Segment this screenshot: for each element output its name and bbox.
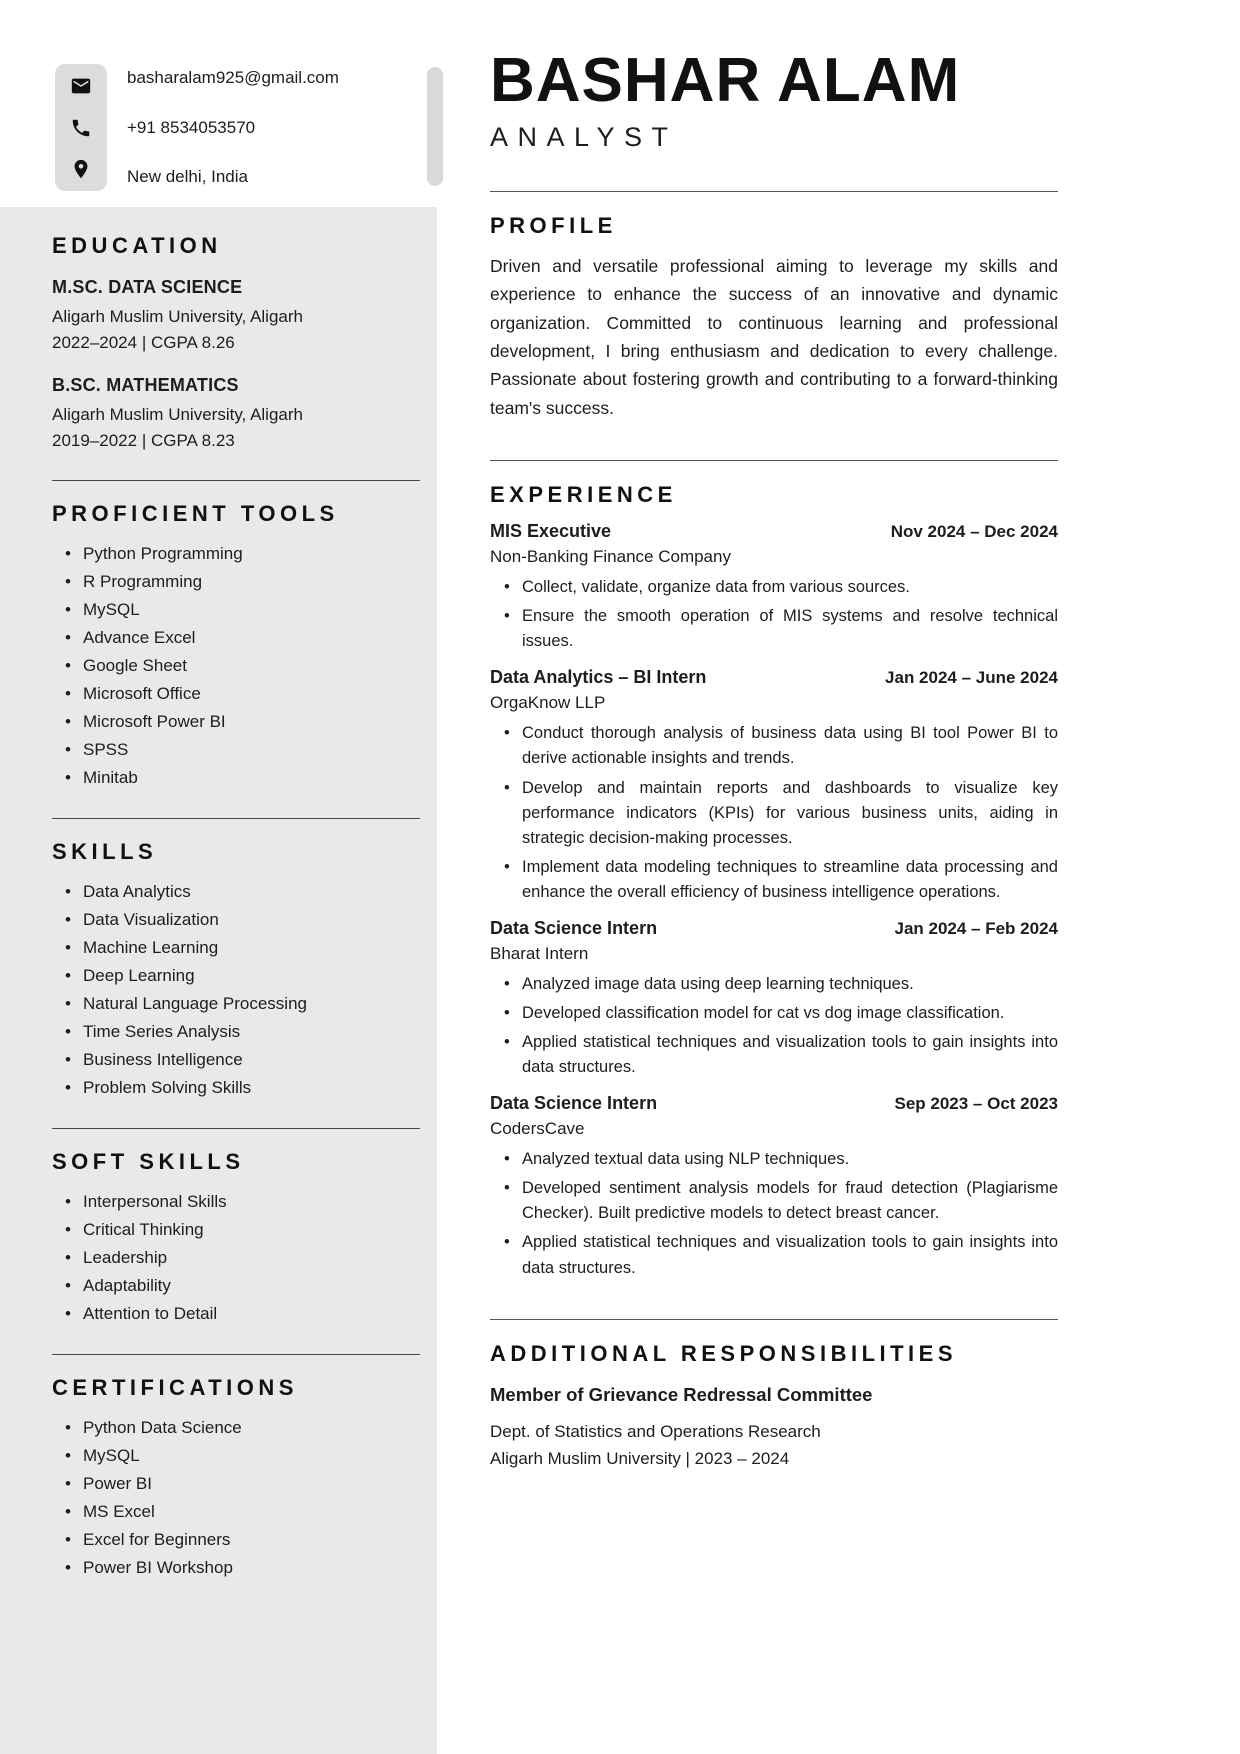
section-soft-skills bbox=[52, 1149, 420, 1328]
degree-school: Aligarh Muslim University, Aligarh bbox=[52, 307, 303, 326]
job-header bbox=[490, 918, 1058, 939]
section-certifications bbox=[52, 1375, 420, 1582]
experience-entry bbox=[490, 1093, 1058, 1280]
contact-email: basharalam925@gmail.com bbox=[127, 68, 339, 87]
section-divider bbox=[490, 191, 1058, 192]
job-dates: Jan 2024 – Feb 2024 bbox=[894, 918, 1058, 938]
job-bullet: • Analyzed textual data using NLP techniques. bbox=[490, 1147, 1058, 1172]
job-bullets bbox=[490, 721, 1058, 905]
section-divider bbox=[52, 480, 420, 481]
certification-item: • Power BI bbox=[52, 1470, 420, 1498]
experience-entry bbox=[490, 667, 1058, 905]
tool-item: • R Programming bbox=[52, 568, 420, 596]
committee-university: Aligarh Muslim University | 2023 – 2024 bbox=[490, 1448, 790, 1468]
degree-school: Aligarh Muslim University, Aligarh bbox=[52, 404, 303, 424]
header-divider-bar bbox=[427, 67, 443, 186]
soft-skills-list bbox=[52, 1188, 420, 1328]
certifications-list bbox=[52, 1414, 420, 1582]
job-dates: Jan 2024 – June 2024 bbox=[885, 668, 1058, 688]
job-bullet: • Conduct thorough analysis of business data using BI tool Power BI to derive actionable insights and trends. bbox=[490, 721, 1058, 771]
profile-text: Driven and versatile professional aiming to leverage my skills and experience to enhance the success of an innovative and dynamic organization. Committed to continuous learning and professional development, I bring enthusiasm and dedication to every challenge. Passionate about fostering growth and contributing to a forward-thinking team's success. bbox=[490, 256, 1058, 418]
job-bullet: • Implement data modeling techniques to streamline data processing and enhance the overall efficiency of business intelligence operations. bbox=[490, 855, 1058, 905]
committee-title: Member of Grievance Redressal Committee bbox=[490, 1383, 873, 1405]
job-bullet: • Developed sentiment analysis models for fraud detection (Plagiarisme Checker). Built predictive models to detect breast cancer. bbox=[490, 1176, 1058, 1226]
tool-item: • Minitab bbox=[52, 764, 420, 792]
skill-item: • Problem Solving Skills bbox=[52, 1074, 420, 1102]
job-company: OrgaKnow LLP bbox=[490, 693, 606, 713]
proficient-tools-list bbox=[52, 540, 420, 792]
contact-location: New delhi, India bbox=[127, 167, 248, 186]
section-divider bbox=[52, 1354, 420, 1355]
skill-item: • Natural Language Processing bbox=[52, 990, 420, 1018]
certifications-heading: CERTIFICATIONS bbox=[52, 1375, 298, 1401]
degree-title: M.SC. DATA SCIENCE bbox=[52, 277, 243, 297]
section-divider bbox=[52, 818, 420, 819]
skill-item: • Deep Learning bbox=[52, 962, 420, 990]
section-proficient-tools bbox=[52, 501, 420, 792]
job-bullet: • Applied statistical techniques and visualization tools to gain insights into data structures. bbox=[490, 1030, 1058, 1080]
soft-skill-item: • Critical Thinking bbox=[52, 1216, 420, 1244]
job-role: Data Science Intern bbox=[490, 1093, 658, 1114]
skill-item: • Machine Learning bbox=[52, 934, 420, 962]
job-bullets bbox=[490, 575, 1058, 654]
experience-entry bbox=[490, 521, 1058, 654]
additional-responsibilities-heading: ADDITIONAL RESPONSIBILITIES bbox=[490, 1340, 958, 1366]
location-icon bbox=[70, 158, 92, 180]
section-divider bbox=[490, 460, 1058, 461]
job-dates: Nov 2024 – Dec 2024 bbox=[890, 522, 1058, 542]
certification-item: • MS Excel bbox=[52, 1498, 420, 1526]
education-entry bbox=[52, 375, 420, 455]
job-company: CodersCave bbox=[490, 1119, 585, 1139]
soft-skills-heading: SOFT SKILLS bbox=[52, 1149, 245, 1175]
certification-item: • MySQL bbox=[52, 1442, 420, 1470]
education-heading: EDUCATION bbox=[52, 233, 222, 258]
tool-item: • Advance Excel bbox=[52, 624, 420, 652]
section-education bbox=[52, 233, 420, 454]
certification-item: • Power BI Workshop bbox=[52, 1554, 420, 1582]
degree-detail: 2022–2024 | CGPA 8.26 bbox=[52, 333, 235, 353]
degree-title: B.SC. MATHEMATICS bbox=[52, 374, 239, 395]
contact-text bbox=[127, 64, 339, 191]
certification-item: • Python Data Science bbox=[52, 1414, 420, 1442]
right-column bbox=[437, 0, 1240, 1754]
section-additional-responsibilities bbox=[490, 1341, 1058, 1472]
experience-entry bbox=[490, 918, 1058, 1080]
job-company: Bharat Intern bbox=[490, 943, 589, 963]
committee-dept: Dept. of Statistics and Operations Research bbox=[490, 1421, 821, 1441]
person-name: BASHAR ALAM bbox=[490, 46, 961, 115]
job-role: MIS Executive bbox=[490, 521, 612, 542]
job-header bbox=[490, 667, 1058, 688]
tool-item: • MySQL bbox=[52, 596, 420, 624]
job-header bbox=[490, 1093, 1058, 1114]
soft-skill-item: • Leadership bbox=[52, 1244, 420, 1272]
profile-heading: PROFILE bbox=[490, 213, 617, 239]
section-profile bbox=[490, 213, 1058, 422]
degree-detail: 2019–2022 | CGPA 8.23 bbox=[52, 431, 235, 451]
tool-item: • Google Sheet bbox=[52, 652, 420, 680]
skill-item: • Business Intelligence bbox=[52, 1046, 420, 1074]
job-role: Data Science Intern bbox=[490, 917, 658, 938]
job-bullet: • Developed classification model for cat vs dog image classification. bbox=[490, 1001, 1058, 1026]
job-header bbox=[490, 521, 1058, 542]
job-company: Non-Banking Finance Company bbox=[490, 547, 731, 567]
education-entry bbox=[52, 277, 420, 357]
section-experience bbox=[490, 482, 1058, 1280]
job-bullet: • Develop and maintain reports and dashboards to visualize key performance indicators (KPIs) for various business units, aiding in strategic decision-making processes. bbox=[490, 776, 1058, 851]
job-bullet: • Collect, validate, organize data from various sources. bbox=[490, 575, 1058, 600]
tool-item: • Microsoft Power BI bbox=[52, 708, 420, 736]
contact-block bbox=[0, 0, 437, 207]
certification-item: • Excel for Beginners bbox=[52, 1526, 420, 1554]
soft-skill-item: • Adaptability bbox=[52, 1272, 420, 1300]
skills-heading: SKILLS bbox=[52, 839, 158, 865]
proficient-tools-heading: PROFICIENT TOOLS bbox=[52, 501, 339, 527]
left-column bbox=[0, 0, 437, 1754]
soft-skill-item: • Attention to Detail bbox=[52, 1300, 420, 1328]
skill-item: • Data Analytics bbox=[52, 878, 420, 906]
skills-list bbox=[52, 878, 420, 1102]
phone-icon bbox=[70, 117, 92, 139]
experience-entries bbox=[490, 521, 1058, 1280]
job-bullets bbox=[490, 1147, 1058, 1280]
job-bullet: • Ensure the smooth operation of MIS systems and resolve technical issues. bbox=[490, 604, 1058, 654]
section-divider bbox=[52, 1128, 420, 1129]
left-panel bbox=[0, 207, 437, 1754]
person-title: ANALYST bbox=[490, 122, 678, 153]
job-bullet: • Analyzed image data using deep learning techniques. bbox=[490, 972, 1058, 997]
soft-skill-item: • Interpersonal Skills bbox=[52, 1188, 420, 1216]
job-bullets bbox=[490, 972, 1058, 1080]
email-icon bbox=[70, 75, 92, 97]
tool-item: • Microsoft Office bbox=[52, 680, 420, 708]
job-bullet: • Applied statistical techniques and visualization tools to gain insights into data structures. bbox=[490, 1230, 1058, 1280]
section-divider bbox=[490, 1319, 1058, 1320]
skill-item: • Time Series Analysis bbox=[52, 1018, 420, 1046]
contact-icon-rail bbox=[55, 64, 107, 191]
tool-item: • Python Programming bbox=[52, 540, 420, 568]
job-dates: Sep 2023 – Oct 2023 bbox=[894, 1094, 1058, 1114]
job-role: Data Analytics – BI Intern bbox=[490, 667, 707, 688]
experience-heading: EXPERIENCE bbox=[490, 482, 677, 508]
section-skills bbox=[52, 839, 420, 1102]
skill-item: • Data Visualization bbox=[52, 906, 420, 934]
tool-item: • SPSS bbox=[52, 736, 420, 764]
contact-phone: +91 8534053570 bbox=[127, 117, 256, 137]
